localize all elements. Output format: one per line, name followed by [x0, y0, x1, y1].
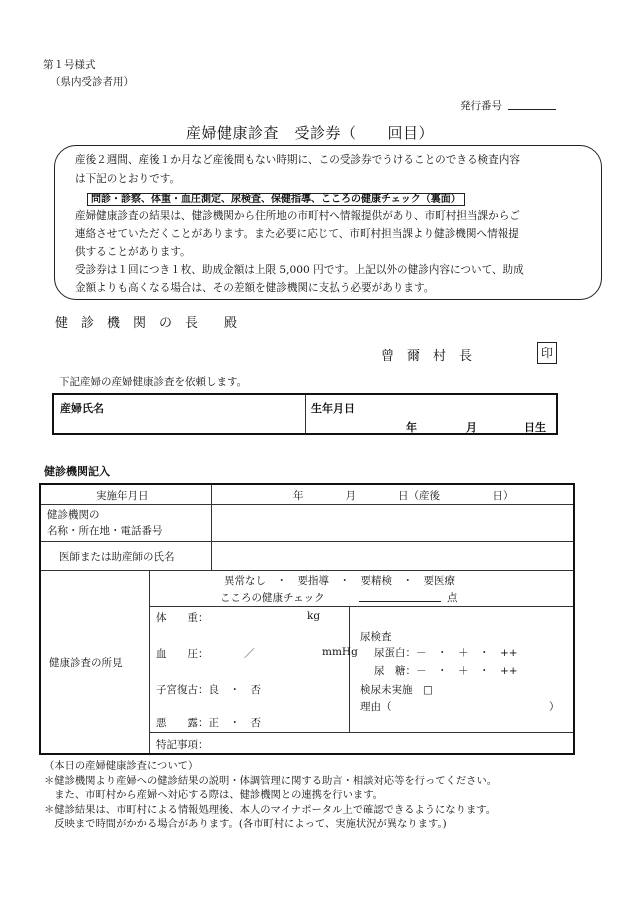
- points-label: 点: [447, 592, 458, 604]
- date-label: 実施年月日: [96, 490, 149, 502]
- notice-line: 産後２週間、産後１か月など産後間もない時期に、この受診券でうけることのできる検査内容: [75, 154, 520, 166]
- form-subtitle: （県内受診者用）: [50, 76, 134, 88]
- weight-label: 体 重：: [156, 612, 209, 624]
- facility-label: 健診機関の: [47, 509, 100, 521]
- issue-number-field[interactable]: [508, 109, 556, 110]
- facility-label: 名称・所在地・電話番号: [47, 525, 163, 537]
- lochia[interactable]: 悪 露：正 ・ 否: [156, 717, 261, 729]
- notice-box: [54, 145, 602, 300]
- addressee: 健 診 機 関 の 長 殿: [55, 316, 238, 331]
- footnote: 反映まで時間がかかる場合があります。(各市町村によって、実施状況が異なります。): [44, 818, 447, 830]
- bp-unit: mmHg: [322, 646, 358, 658]
- reason-field[interactable]: 理由（ ）: [360, 701, 560, 713]
- dob-month: 月: [466, 421, 477, 434]
- notice-line: 金額よりも高くなる場合は、その差額を健診機関に支払う必要があります。: [75, 282, 435, 294]
- notice-line: 受診券は１回につき１枚、助成金額は上限 5,000 円です。上記以外の健診内容について、助成: [75, 264, 524, 276]
- dob-label: 生年月日: [311, 402, 355, 415]
- doctor-label: 医師または助産師の氏名: [59, 551, 175, 563]
- issuer: 曾 爾 村 長: [381, 349, 473, 364]
- mental-check-label: こころの健康チェック: [220, 592, 325, 604]
- notice-line: 産婦健康診査の結果は、健診機関から住所地の市町村へ情報提供があり、市町村担当課からご: [75, 210, 520, 222]
- patient-table: [52, 393, 558, 435]
- notice-items: [87, 192, 465, 207]
- notice-line: 連絡させていただくことがあります。また必要に応じて、市町村担当課より健診機関へ情報提: [75, 228, 519, 240]
- status-options[interactable]: 異常なし ・ 要指導 ・ 要精検 ・ 要医療: [224, 575, 455, 587]
- col-line: [211, 485, 212, 570]
- row-line: [41, 541, 573, 542]
- dob-year: 年: [406, 421, 417, 434]
- urine-sugar[interactable]: 尿 糖：－ ・ ＋ ・ ++: [374, 665, 518, 677]
- date-value[interactable]: 年 月 日（産後 日）: [293, 490, 514, 502]
- facility-field[interactable]: [217, 507, 567, 537]
- footnote: また、市町村から産婦へ対応する際は、健診機関との連携を行います。: [44, 789, 383, 801]
- request-text: 下記産婦の産婦健康診査を依頼します。: [59, 376, 248, 388]
- doctor-field[interactable]: [217, 545, 567, 567]
- footnote: ＊健診機関より産婦への健診結果の説明・体調管理に関する助言・相談対応等を行ってください。: [44, 775, 498, 787]
- col-line: [149, 570, 150, 753]
- patient-name-field[interactable]: [64, 415, 299, 431]
- special-notes-label: 特記事項：: [156, 739, 209, 751]
- row-line: [41, 570, 573, 571]
- row-line: [41, 504, 573, 505]
- footnote: ＊健診結果は、市町村による情報処理後、本人のマイナポータル上で確認できるようになります。: [44, 804, 497, 816]
- row-line: [149, 606, 573, 607]
- form-id: 第１号様式: [43, 59, 96, 71]
- bp-label: 血 圧：: [156, 648, 209, 660]
- seal-mark: 印: [537, 342, 557, 364]
- items-box: 問診・診察、体重・血圧測定、尿検査、保健指導、こころの健康チェック（裏面）: [87, 193, 465, 206]
- col-line: [349, 606, 350, 732]
- row-line: [149, 732, 573, 733]
- footnote: （本日の産婦健康診査について）: [44, 760, 199, 772]
- notice-line: は下記のとおりです。: [75, 173, 181, 185]
- page-title: 産婦健康診査 受診券（ 回目）: [186, 124, 435, 142]
- clinic-section-title: 健診機関記入: [44, 465, 110, 478]
- notice-line: 供することがあります。: [75, 246, 191, 258]
- bp-separator: ／: [244, 648, 255, 660]
- mental-score-field[interactable]: [359, 601, 441, 602]
- issue-number-label: 発行番号: [460, 100, 502, 112]
- patient-name-label: 産婦氏名: [60, 402, 104, 415]
- special-notes-field[interactable]: [216, 735, 566, 751]
- urine-title: 尿検査: [360, 631, 392, 643]
- divider: [305, 395, 306, 433]
- uterus-recovery[interactable]: 子宮復古：良 ・ 否: [156, 684, 261, 696]
- findings-label: 健康診査の所見: [49, 657, 123, 669]
- dob-day: 日生: [524, 421, 546, 434]
- clinic-table: [39, 483, 575, 755]
- urine-not-done[interactable]: 検尿未実施 □: [360, 684, 433, 696]
- urine-protein[interactable]: 尿蛋白：－ ・ ＋ ・ ++: [374, 647, 518, 659]
- weight-unit: kg: [307, 610, 321, 622]
